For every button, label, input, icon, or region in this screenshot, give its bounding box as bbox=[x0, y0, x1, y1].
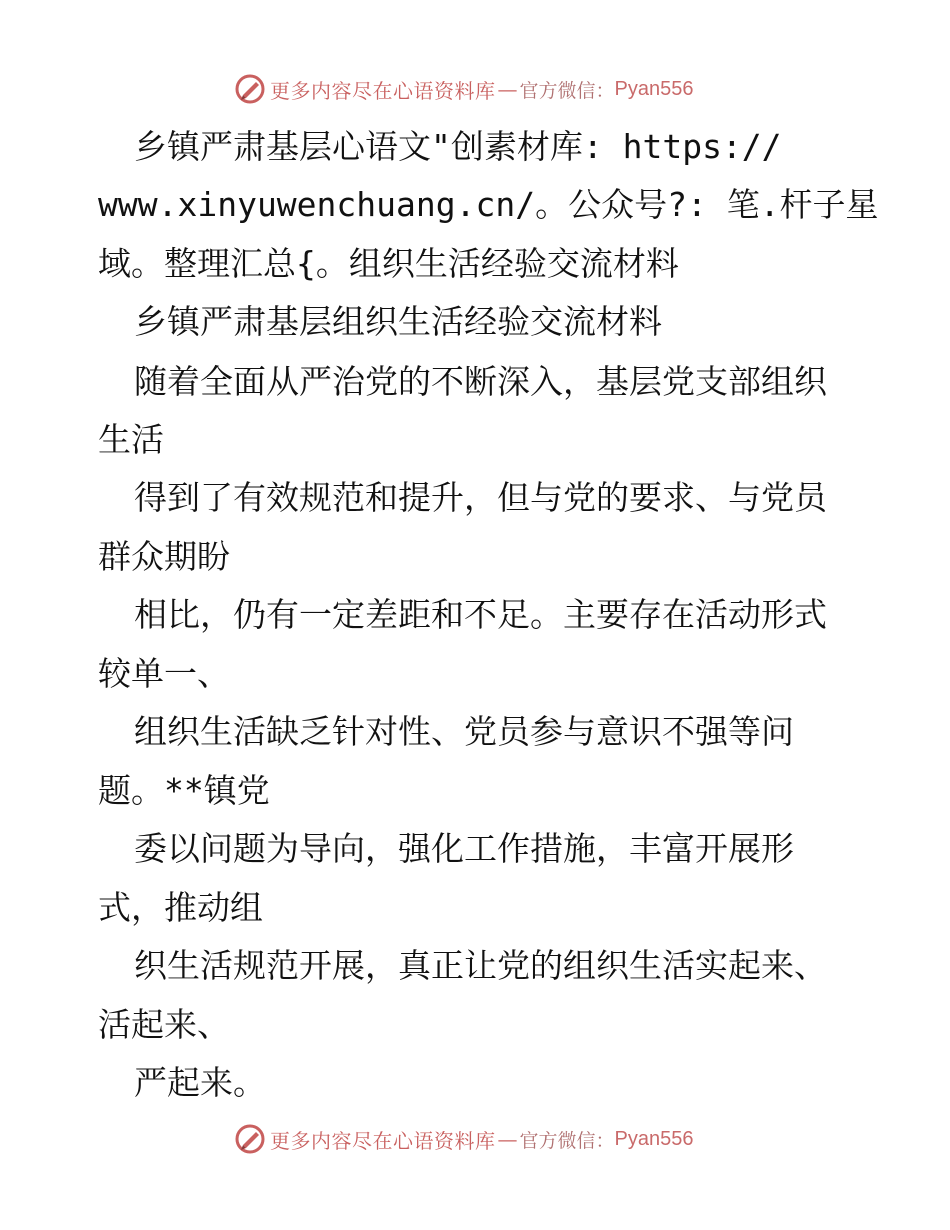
banner-main-text: 更多内容尽在心语资料库 bbox=[270, 78, 496, 103]
banner-wechat-id: Pyan556 bbox=[614, 1127, 694, 1150]
text-line: 乡镇严肃基层组织生活经验交流材料 bbox=[134, 302, 662, 341]
banner-wechat-label: 官方微信： bbox=[519, 1129, 615, 1152]
text-line: 域。整理汇总{。组织生活经验交流材料 bbox=[98, 244, 679, 283]
pen-logo-icon bbox=[234, 1123, 266, 1155]
text-line: 群众期盼 bbox=[98, 537, 230, 576]
banner-wechat-label: 官方微信： bbox=[519, 79, 615, 102]
text-line: 随着全面从严治党的不断深入，基层党支部组织 bbox=[134, 362, 827, 401]
banner-wechat-id: Pyan556 bbox=[614, 77, 694, 100]
banner-dash: — bbox=[497, 77, 518, 101]
text-line: 组织生活缺乏针对性、党员参与意识不强等问 bbox=[134, 712, 794, 751]
banner-main-text: 更多内容尽在心语资料库 bbox=[270, 1128, 496, 1153]
text-line: www.xinyuwenchuang.cn/。公众号?: 笔.杆子星 bbox=[98, 185, 879, 224]
footer-banner bbox=[234, 1122, 693, 1156]
text-line: 活起来、 bbox=[98, 1005, 230, 1044]
text-line: 织生活规范开展，真正让党的组织生活实起来、 bbox=[134, 946, 827, 985]
banner-dash: — bbox=[497, 1127, 518, 1151]
text-line: 严起来。 bbox=[134, 1063, 266, 1102]
text-line: 委以问题为导向，强化工作措施，丰富开展形 bbox=[134, 829, 794, 868]
text-line: 较单一、 bbox=[98, 654, 230, 693]
text-line: 题。**镇党 bbox=[98, 771, 270, 810]
text-line: 式，推动组 bbox=[98, 888, 263, 927]
text-line: 相比，仍有一定差距和不足。主要存在活动形式 bbox=[134, 595, 827, 634]
header-banner bbox=[234, 72, 693, 106]
text-line: 得到了有效规范和提升，但与党的要求、与党员 bbox=[134, 478, 827, 517]
text-line: 生活 bbox=[98, 420, 164, 459]
text-line: 乡镇严肃基层心语文"创素材库: https:// bbox=[134, 127, 782, 166]
pen-logo-icon bbox=[234, 73, 266, 105]
